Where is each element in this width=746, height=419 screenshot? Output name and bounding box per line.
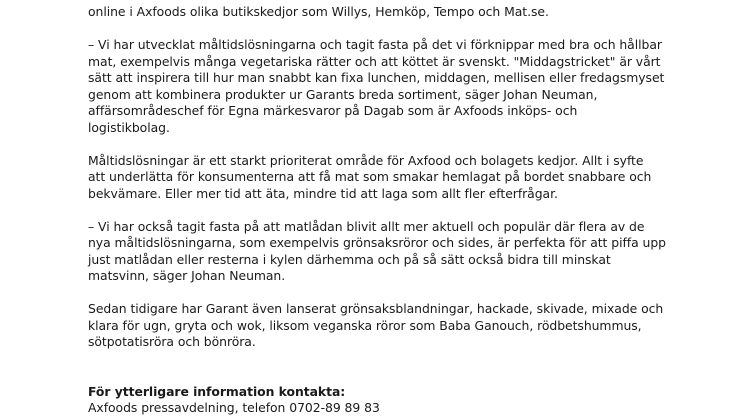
quote-text-line: matsvinn, säger Johan Neuman. [88,268,286,283]
quote-text-line: affärsområdeschef för Egna märkesvaror på Dagab som är Axfoods inköps- och [88,103,578,118]
body-text-line: klara för ugn, gryta och wok, liksom veganska röror som Baba Ganouch, rödbetshummus, [88,317,642,333]
body-text-line: Sedan tidigare har Garant även lanserat grönsaksblandningar, hackade, skivade, mixade och [88,301,664,316]
quote-text-line: – Vi har utvecklat måltidslösningarna och tagit fasta på det vi förknippar med bra och hållbar [88,37,662,52]
quote-text-line: – Vi har också tagit fasta på att matlådan blivit allt mer aktuell och populär där flera av de [88,218,645,234]
quote-text-line: genom att kombinera produkter ur Garants breda sortiment, säger Johan Neuman, [88,86,598,102]
quote-text-line: logistikbolag. [88,119,170,135]
quote-text-line: sätt att inspirera till hur man snabbt kan fixa lunchen, middagen, mellisen eller fredagsmyset [88,70,665,85]
body-text-line: att underlätta för konsumenterna att få mat som smakar hemlagat på bordet snabbare och [88,169,652,184]
contact-heading: För ytterligare information kontakta: [88,383,346,399]
contact-line: Axfoods pressavdelning, telefon 0702-89 89 83 [88,400,380,415]
quote-text-line: nya måltidslösningarna, som exempelvis grönsaksröror och sides, är perfekta för att piffa upp [88,235,666,250]
body-text-line: bekvämare. Eller mer tid att äta, mindre tid att laga som allt fler efterfrågar. [88,185,558,201]
body-text-line: online i Axfoods olika butikskedjor som Willys, Hemköp, Tempo och Mat.se. [88,4,549,19]
quote-text-line: mat, exempelvis många vegetariska rätter och att köttet är svenskt. "Middagstricket" är vårt [88,53,661,69]
body-text-line: Måltidslösningar är ett starkt prioriterat område för Axfood och bolagets kedjor. Allt i syfte [88,152,644,168]
body-text-line: sötpotatisröra och bönröra. [88,334,256,349]
quote-text-line: just matlådan eller resterna i kylen därhemma och på så sätt också bidra till minskat [88,251,611,267]
